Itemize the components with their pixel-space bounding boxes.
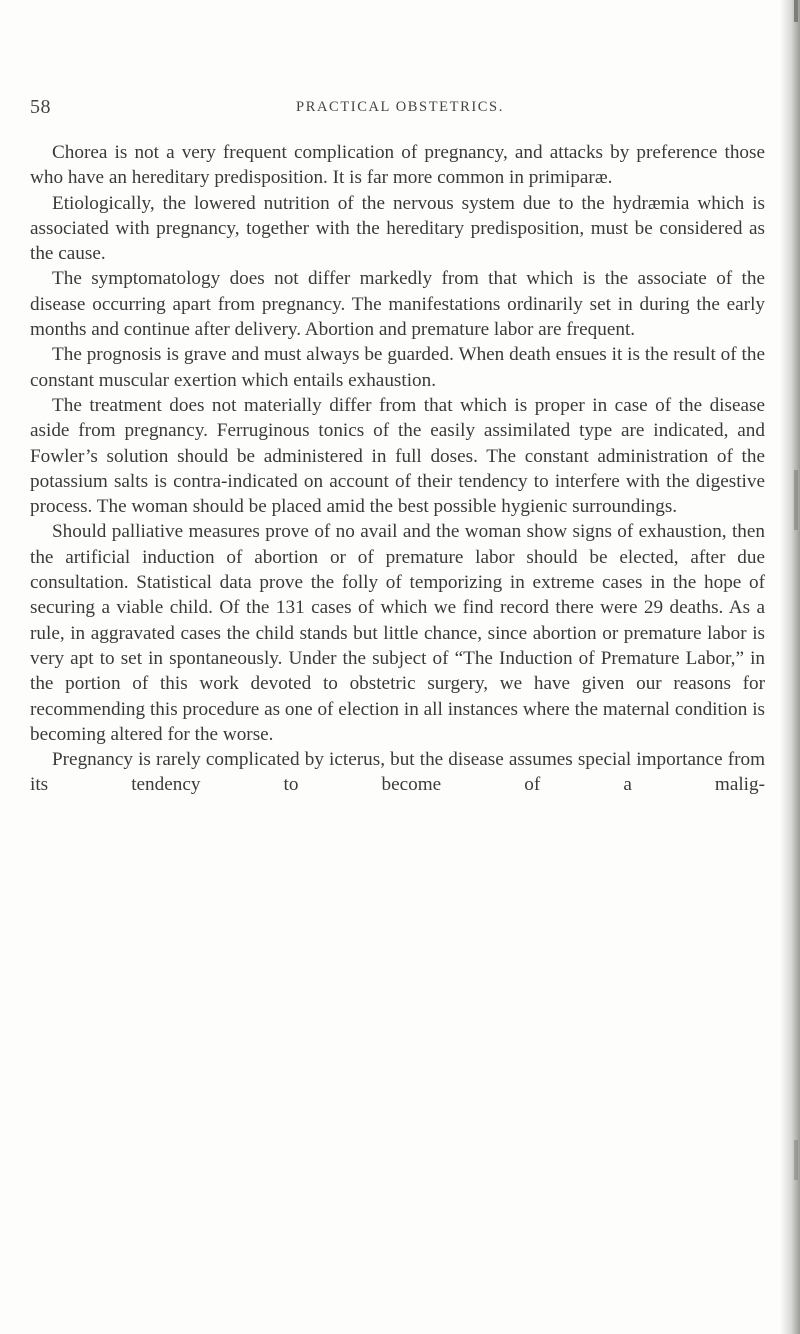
page-header — [30, 96, 770, 120]
paragraph-prognosis: The prognosis is grave and must always be guarded. When death ensues it is the result of the constant muscular exertion which entails exhaustion. — [30, 344, 765, 391]
body-text — [30, 140, 765, 798]
paragraph-chorea-intro: Chorea is not a very frequent complication of pregnancy, and attacks by preference those who have an hereditary predisposition. It is far more common in primiparæ. — [30, 142, 765, 189]
page-number: 58 — [30, 96, 51, 118]
page-edge-shadow — [780, 0, 800, 1334]
page-edge-mark — [794, 0, 798, 22]
paragraph-etiology: Etiologically, the lowered nutrition of the nervous system due to the hydræmia which is associated with pregnancy, together with the hereditary predisposition, must be considered as the cause. — [30, 192, 765, 265]
running-head: PRACTICAL OBSTETRICS. — [296, 99, 504, 115]
page-edge-mark — [794, 1140, 798, 1180]
paragraph-induction: Should palliative measures prove of no avail and the woman show signs of exhaustion, then the artificial induction of abortion or of premature labor should be elected, after due consultation. Statistical data prove the folly of temporizing in extreme cases in the hope of securing a viable child. Of the 131 cases of which we find record there were 29 deaths. As a rule, in aggravated cases the child stands but little chance, since abortion or premature labor is very apt to set in spontaneously. Under the subject of “The Induction of Premature Labor,” in the portion of this work devoted to obstetric surgery, we have given our reasons for recommending this procedure as one of election in all instances where the maternal condition is becoming altered for the worse. — [30, 521, 765, 745]
paragraph-symptomatology: The symptomatology does not differ markedly from that which is the associate of the disease occurring apart from pregnancy. The manifestations ordinarily set in during the early months and continue after delivery. Abortion and premature labor are frequent. — [30, 268, 765, 341]
paragraph-icterus: Pregnancy is rarely complicated by icterus, but the disease assumes special importance from its tendency to become of a malig- — [30, 749, 765, 796]
paragraph-treatment: The treatment does not materially differ from that which is proper in case of the disease aside from pregnancy. Ferruginous tonics of the easily assimilated type are indicated, and Fowler’s solution should be administered in full doses. The constant administration of the potassium salts is contra-indicated on account of their tendency to interfere with the digestive process. The woman should be placed amid the best possible hygienic surroundings. — [30, 394, 765, 518]
page-edge-mark — [794, 470, 798, 530]
